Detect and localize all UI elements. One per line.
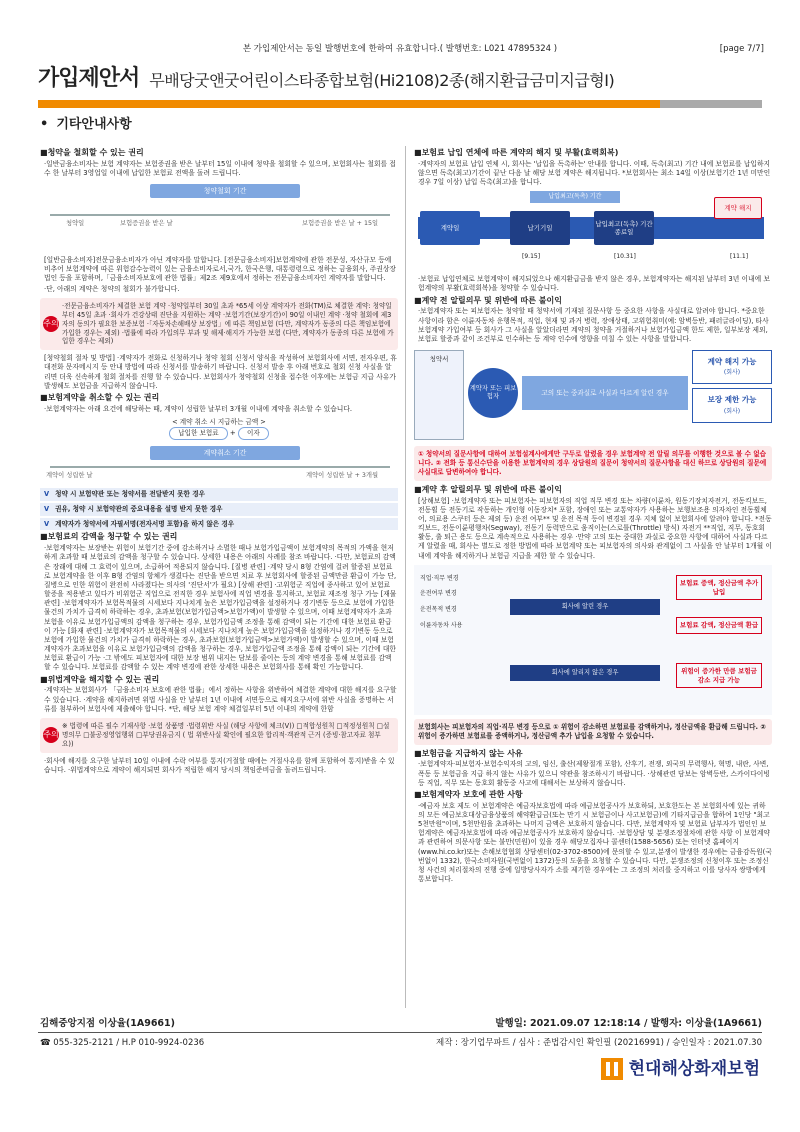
change-item: 직업·직무 변경 xyxy=(420,574,459,582)
date-3: [11.1] xyxy=(730,253,749,261)
lapse-band: 납입최고(독촉) 기간 xyxy=(530,191,620,203)
text-reduction: ·보험계약자는 보장받는 위험이 보험기간 중에 감소하거나 소멸한 때나 보험가입금액이 보험계약의 목적의 가액을 현저하게 초과할 때 보험료의 감액을 청구할 수 있습니다. 상세한 내용은 아래의 사례를 참조 바랍니다. ·다만, 보험료의 감액은 장래에 대해 그 효력이 있으며, 소급하여 적용되지 않습니다. [질병 관련] ·계약 당시 8형 간염에 걸려 할증된 보험료로 보험계약을 한 이후 B형 간염의 항체가 생겼다는 진단을 받으면 치료 후 보험회사에 할증된 금액만큼 환급이 가능 단, 질병으로 인한 위험이 완전히 사라졌다는 의사의 '진단서'가 필요) [상해 관련] ·고위험군 직업에 종사하고 있어 보험료 할증을 적용받고 있다가 비위험군 직업으로 전직한 경우 보험사에 직업 변경을 통지하고, 보험료 재조정 청구 가능 [재물 관련] ·보험계약자가 보험목적물의 시세보다 지나치게 높은 보험가입금액을 설정하거나 경기변동 등으로 보험에 가입한 물건의 가치가 급격히 하락하는 경우, 초과보험(보험가입금액>보험가액)이 발생할 수 있으며, 이때 보험계약자가 초과보험을 이유로 보험가입금액의 감액을 청구하는 경우, 보험가입금액 조정을 통해 감액이 되는 기간에 대한 보험료 환급이 가능 [화재 관련] ·보험계약자가 보험목적물의 시세보다 지나치게 높은 보험가입금액을 설정하거나 경기변동 등으로 보험에 가입한 물건의 가치가 급격히 하락하는 경우, 초과보험(보험가입금액>보험가액)이 발생할 수 있으며, 이때 보험계약자가 초과보험을 이유로 보험가입금액의 감액을 청구하는 경우, 보험가입금액 조정을 통해 감액이 되는 기간에 대한 보험료 환급이 가능 ·그 밖에도 피보험자에 대한 보장 범위 내지는 담보를 줄이는 등의 계약 변경을 통해 보험료를 감액할 수 있습니다. 보험료를 감액할 수 있는 계약 변경에 관한 상세한 내용은 보험회사를 통해 확인 가능합니다. xyxy=(44,544,397,672)
header-bar-gray xyxy=(660,100,762,108)
logo-mark-icon xyxy=(601,1058,623,1080)
check-icon: V xyxy=(44,489,50,498)
check-icon: V xyxy=(44,519,50,528)
text-no-payment: ·보험계약자·피보험자·보험수익자의 고의, 임신, 출산(제왕절개 포함), 산후기, 전쟁, 외국의 무력행사, 혁명, 내란, 사변, 폭동 등 보험금을 지급 하지 않는 사유가 있으니 약관을 참조하시기 바랍니다. ·상해관련 담보는 암벽등반, 스카이다이빙 등 직업, 직무 또는 동호회 활동중 사고에 대해서는 보상하지 않습니다. xyxy=(418,760,770,787)
text-pre-disclosure: ·보험계약자 또는 피보험자는 청약할 때 청약서에 기재된 질문사항 등 중요한 사항을 사실대로 알려야 합니다. *중요한 사항이라 함은 이륜자동차 운행목적, 직업, 현재 및 과거 병력, 장애상태, 고위험취미(예: 암벽등반, 패러글라이딩), 타사 보험계약 가입여부 등 회사가 그 사실을 알았더라면 계약의 청약을 거절하거나 보험가입금액 한도 제한, 일부보장 제외, 보험료 할증과 같이 조건부로 인수하는 등 계약 인수에 영향을 미칠 수 있는 사항을 말합니다. xyxy=(418,307,769,343)
note-exceptions-text: ·전문금융소비자가 체결한 보험 계약 ·청약일부터 30일 초과 *65세 이상 계약자가 전화(TM)로 체결한 계약: 청약일부터 45일 초과 ·회사가 건강상태 진단을 지원하는 계약 ·보험기간(보장기간)이 90일 이내인 계약 ·청약 철회에 제3자의 동의가 필요한 보증보험 ·「자동차손해배상 보장법」에 따른 책임보험 (다만, 계약자가 동종의 다른 책임보험에 가입한 경우는 제외) ·법률에 따라 가입의무 부과 및 해제·해지가 가능한 보험 (다만, 계약자가 동종의 다른 보험에 가입한 경우는 제외) xyxy=(62,301,394,346)
node-contract: 계약일 xyxy=(420,211,480,245)
page-number: [page 7/7] xyxy=(719,44,764,54)
plus-icon: + xyxy=(229,428,236,437)
person-node: 계약자 또는 피보험자 xyxy=(468,368,518,418)
left-column xyxy=(40,146,398,1012)
lapse-timeline xyxy=(414,191,772,271)
timeline-label-end: 보험증권을 받은 날 + 15일 xyxy=(302,220,379,228)
heading-pre-disclosure: ■ 계약 전 알릴의무 및 위반에 따른 불이익 xyxy=(414,296,772,307)
section-title: • 기타안내사항 xyxy=(40,116,132,134)
timeline-band: 청약철회 기간 xyxy=(150,184,300,198)
date-1: [9.15] xyxy=(522,253,541,261)
note-disclosure-text: ① 청약서의 질문사항에 대하여 보험설계사에게만 구두로 알렸을 경우 보험계약 전 알릴 의무를 이행한 것으로 볼 수 없습니다. ② 전화 등 통신수단을 이용한 보험계약의 경우 상담원의 질문이 청약서의 질문사항을 대신 하므로 상담원의 질문에 사실대로 답변하여야 합니다. xyxy=(418,450,767,476)
text-exceptions: ·단, 아래의 계약은 청약의 철회가 불가합니다. xyxy=(44,284,180,293)
pill-premium: 납입한 보험료 xyxy=(169,427,227,440)
text-cancel: ·보험계약자는 아래 요건에 해당하는 때, 계약이 성립한 날부터 3개월 이내에 계약을 취소할 수 있습니다. xyxy=(44,404,353,413)
cancel-refund-box xyxy=(40,418,398,440)
issue-number-note: 본 가입제안서는 동일 발행번호에 한하여 유효합니다.( 발행번호: L021 47895324 ) xyxy=(242,44,558,54)
text-illegal-reply: ·회사에 해지를 요구한 날부터 10일 이내에 수락 여부를 통지(거절할 때에는 거절사유를 함께 포함하여 통지)받을 수 있습니다. ·위법계약으로 계약이 해지되면 회사가 적립한 해지 당시의 책임준비금을 돌려드립니다. xyxy=(44,756,395,774)
change-list xyxy=(420,571,490,633)
text-protection: ·예금자 보호 제도 이 보험계약은 예금자보호법에 따라 예금보험공사가 보호하되, 보호한도는 본 보험회사에 있는 귀하의 모든 예금보호대상금융상품의 해약환급금(또는 만기 시 보험금이나 사고보험금)에 기타지급금을 합하여 1인당 "최고5천만원"이며, 5천만원을 초과하는 나머지 금액은 보호하지 않습니다. 다만, 보험계약자 및 보험료 납부자가 법인인 보험계약은 예금자보호법에 따라 예금보험공사가 보호하지 않습니다. ·보험상담 및 분쟁조정절차에 관한 사항 이 보험계약과 관련하여 의문사항 또는 불만(민원)이 있을 경우 해당모집자나 콜센터(1588-5656) 또는 인터넷 홈페이지(www.hi.co.kr)또는 손해보험협회 상담센터(02-3702-8500)에 문의할 수 있고,분쟁이 발생한 경우에는 금융감독원(국번없이 1332), 한국소비자원(국번없이 1372)등의 도움을 요청할 수 있습니다. 다만, 분쟁조정의 신청이후 또는 조정신청 사건의 처리절차의 진행 중에 일방당사자가 소를 제기한 경우에는 그 조정의 처리를 중지하고 이를 당사자 쌍방에게 통보합니다. xyxy=(418,801,772,884)
timeline-label-mid: 보험증권을 받은 날 xyxy=(120,220,173,228)
disclosure-diagram xyxy=(414,350,772,440)
warning-icon: 주의 xyxy=(43,316,59,332)
warning-icon: 주의 xyxy=(43,727,59,743)
cancel-label-start: 계약이 성립한 날 xyxy=(46,471,93,479)
note-job-change xyxy=(414,719,772,745)
company-name: 현대해상화재보험 xyxy=(628,1059,760,1079)
note-disclosure xyxy=(414,446,772,481)
heading-reduction: ■ 보험료의 감액을 청구할 수 있는 권리 xyxy=(40,532,398,543)
result-increase: 보험료 증액, 정산금액 추가납입 xyxy=(676,575,762,601)
form-icon: 청약서 xyxy=(414,350,464,440)
footer-line xyxy=(38,1032,762,1033)
result-boxes xyxy=(692,350,772,440)
cancel-refund-title: < 계약 취소 시 지급하는 금액 > xyxy=(172,417,266,426)
heading-no-payment: ■ 보험금을 지급하지 않는 사유 xyxy=(414,749,772,760)
header-bar-orange xyxy=(38,100,660,108)
result-terminate: 계약 해지 가능 xyxy=(707,357,757,367)
result-co-1: (회사) xyxy=(723,369,741,377)
text-procedure: [청약철회 절차 및 방법] ·계약자가 전화로 신청하거나 청약 철회 신청서 양식을 작성하여 보험회사에 서면, 전자우편, 휴대전화 문자메시지 등 안내 방법에 따라 신청서를 발송하기 바랍니다. 신청서 발송 후 아래 번호로 철회 신청 사실을 알리면 더욱 신속하게 철회 절차를 진행 할 수 있습니다. 보험회사가 청약철회 신청을 접수한 이후에는 보험금 지급 사유가 발생해도 보험금을 지급하지 않습니다. xyxy=(44,354,397,390)
pill-interest: 이자 xyxy=(238,427,269,440)
timeline-line xyxy=(50,214,390,216)
result-limit: 보장 제한 가능 xyxy=(707,395,757,405)
change-diagram xyxy=(414,565,772,715)
cancel-band: 계약취소 기간 xyxy=(150,446,300,460)
note-required-text: ※ 법령에 따른 필수 기재사항 ·보험 상품명 ·법령위반 사실 (해당 사항에 체크(V)) □적합성원칙 □적정성원칙 □설명의무 □불공정영업행위 □부당권유금지 ( 법 위반사실 확인에 필요한 합리적·객관적 근거 (증빙·참고자료 첨부 요)) xyxy=(62,721,390,748)
cancel-timeline xyxy=(40,444,398,484)
change-item: 이륜자동차 사용 xyxy=(420,621,463,629)
change-item: 운전여부 변경 xyxy=(420,590,457,598)
note-exceptions xyxy=(40,298,398,350)
result-decrease: 보험료 감액, 정산금액 환급 xyxy=(676,617,762,634)
right-column xyxy=(414,146,772,1012)
header xyxy=(38,62,762,94)
note-required-items xyxy=(40,718,398,753)
text-illegal-contract: ·계약자는 보험회사가 「금융소비자 보호에 관한 법률」에서 정하는 사항을 위반하여 체결한 계약에 대한 해지를 요구할 수 있습니다. ·계약을 해지하려면 위법 사실을 안 날부터 1년 이내에 서면등으로 해지요구서에 위반 사실을 증명하는 서류를 첨부하여 보험사에 제출해야 합니다. *단, 해당 보험 계약 체결일부터 5년 이내의 계약에 한함 xyxy=(44,686,397,713)
agent-phone: ☎ 055-325-2121 / H.P 010-9924-0236 xyxy=(40,1038,205,1048)
column-divider xyxy=(405,146,406,1008)
heading-withdrawal: ■ 청약을 철회할 수 있는 권리 xyxy=(40,148,398,159)
note-job-change-text: 보험회사는 피보험자의 직업·직무 변경 등으로 ① 위험이 감소하면 보험료를 감액하거나, 정산금액을 환급해 드립니다. ② 위험이 증가하면 보험료를 증액하거나, 정산금액 추가 납입을 요청할 수 있습니다. xyxy=(418,722,766,740)
issue-info: 발행일: 2021.09.07 12:18:14 / 발행자: 이상율(1A9661) xyxy=(495,1018,762,1029)
check-icon: V xyxy=(44,504,50,513)
heading-illegal-contract: ■ 위법계약을 해지할 수 있는 권리 xyxy=(40,675,398,686)
text-consumer-def: [일반금융소비자]전문금융소비자가 아닌 계약자를 말합니다. [전문금융소비자]보험계약에 관한 전문성, 자산규모 등에 비추어 보험계약에 따른 위험감수능력이 있는 금융소비자로서,국가, 한국은행, 대통령령으로 정하는 금융회사, 주권상장법인 등을 포함하며,「금융소비자보호에 관한 법률」제2조 제9호에서 정하는 전문금융소비자인 계약자를 말합니다. xyxy=(44,256,396,283)
node-due: 납기기일 xyxy=(510,211,570,245)
result-co-2: (회사) xyxy=(723,407,741,415)
cancel-label-end: 계약이 성립한 날 + 3개월 xyxy=(306,471,379,479)
doc-title: 가입제안서 xyxy=(38,66,140,92)
withdrawal-timeline xyxy=(40,182,398,252)
cancel-case-1: V 청약 시 보험약관 또는 청약서를 전달받지 못한 경우 xyxy=(40,488,398,501)
cancel-line xyxy=(50,466,390,468)
date-2: [10.31] xyxy=(614,253,636,261)
node-termination: 계약 해지 xyxy=(714,197,762,219)
timeline-label-start: 청약일 xyxy=(66,220,85,228)
notified-arrow: 회사에 알린 경우 xyxy=(510,599,660,615)
unnotified-arrow: 회사에 알리지 않은 경우 xyxy=(510,665,660,681)
cancel-case-3: V 계약자가 청약서에 자필서명(전자서명 포함)을 하지 않은 경우 xyxy=(40,518,398,531)
text-post-disclosure: [상해보험] ·보험계약자 또는 피보험자는 피보험자의 직업 직무 변경 또는 차량(이륜차, 원동기장치자전거, 전동킥보드, 전동휠 등 전동기로 작동하는 개인형 이동장치* 포함, 장애인 또는 교통약자가 사용하는 보행보조용 의자차인 전동휠체어, 의료용 스쿠터 등은 제외 등) 운전 여부** 및 운전 목적 등이 변경된 경우 지체 없이 보험회사에 알려야 합니다. *전동킥보드, 전동이륜평행차(Segway), 전동기 동력만으로 움직이는(스로틀(Throttle) 방식) 자전거 **직업, 직무, 동호회 활동, 출 퇴근 용도 등으로 계속적으로 사용하는 경우 ·만약 고의 또는 중대한 과실로 중요한 사항에 대하여 사실과 다르게 알렸을 때, 회사는 별도로 정한 방법에 따라 보험계약 또는 피보험자의 의사와 관계없이 그 사실을 안 날부터 1개월 이내에 계약을 해지하거나 보험금 지급을 제한 할 수 있습니다. xyxy=(418,496,772,560)
node-grace-end: 납입최고(독촉) 기간 종료일 xyxy=(594,211,654,245)
heading-cancel: ■ 보험계약을 취소할 수 있는 권리 xyxy=(40,393,398,404)
heading-lapse: ■ 보험료 납입 연체에 따른 계약의 해지 및 부활(효력회복) xyxy=(414,148,772,159)
misreport-arrow: 고의 또는 중과실로 사실과 다르게 알린 경우 xyxy=(522,376,688,410)
text-revival: ·보험료 납입연체로 보험계약이 해지되었으나 해지환급금을 받지 않은 경우, 보험계약자는 해지된 날부터 3년 이내에 보험계약의 부활(효력회복)을 청약할 수 있습니다. xyxy=(418,275,770,293)
text-withdrawal: ·일반금융소비자는 보험 계약자는 보험증권을 받은 날부터 15일 이내에 청약을 철회할 수 있으며, 보험회사는 철회를 접수 한 날부터 3영업일 이내에 납입한 보험료 전액을 돌려 드립니다. xyxy=(44,159,396,177)
heading-protection: ■ 보험계약자 보호에 관한 사항 xyxy=(414,790,772,801)
cancel-case-2: V 권유, 청약 시 보험약관의 중요내용을 설명 받지 못한 경우 xyxy=(40,503,398,516)
result-reduced-claim: 위험이 증가한 만큼 보험금 감소 지급 가능 xyxy=(676,663,762,689)
heading-post-disclosure: ■ 계약 후 알릴의무 및 위반에 따른 불이익 xyxy=(414,485,772,496)
company-logo xyxy=(601,1058,760,1081)
approval-info: 제작 : 장기업무파트 / 심사 : 준법감시인 확인필 (20216991) / 승인일자 : 2021.07.30 xyxy=(436,1038,762,1048)
text-lapse: ·계약자의 보험료 납입 연체 시, 회사는 '납입을 독촉하는' 안내를 합니다. 이때, 독촉(최고) 기간 내에 보험료를 납입하지않으면 독촉(최고)기간이 끝난 다음 날 해당 보험 계약은 해지됩니다. *보험회사는 최소 14일 이상(보험기간 1년 미만인 경우 7일 이상) 납입 독촉(최고)을 합니다. xyxy=(418,159,771,187)
product-name: 무배당굿앤굿어린이스타종합보험(Hi2108)2종(해지환급금미지급형Ⅰ) xyxy=(149,71,615,91)
agent-name: 김해중앙지점 이상율(1A9661) xyxy=(40,1018,175,1029)
change-item: 운전목적 변경 xyxy=(420,606,457,613)
